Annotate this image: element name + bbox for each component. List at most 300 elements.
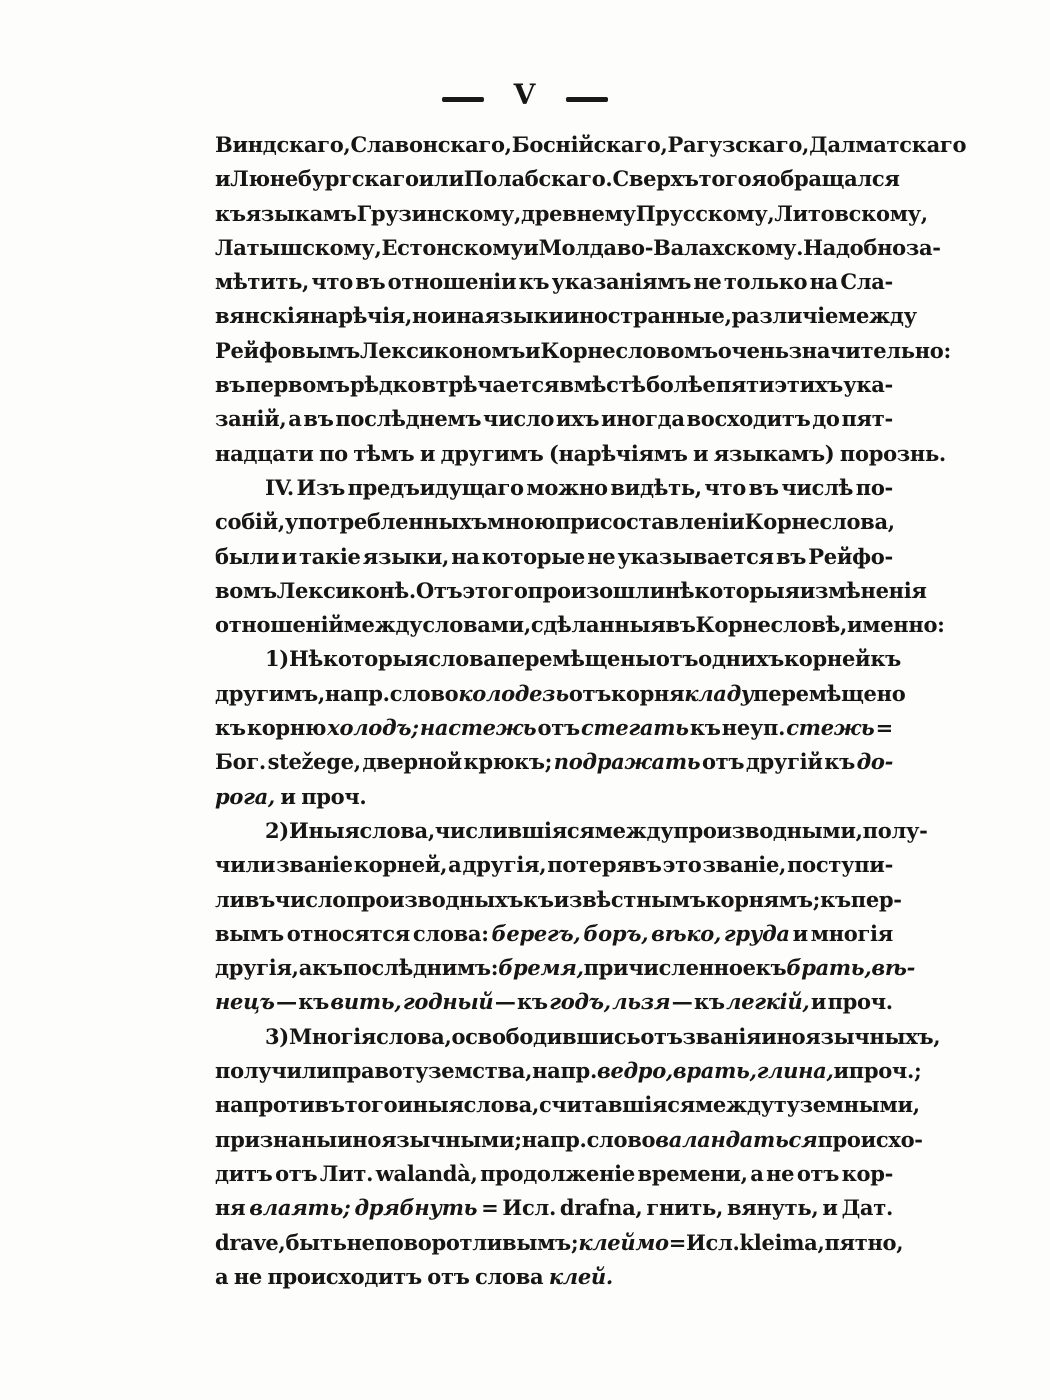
word: къ <box>298 989 329 1015</box>
word: званія <box>682 1023 762 1049</box>
word: — <box>276 989 297 1015</box>
word: или <box>418 166 464 192</box>
word: надцати <box>215 440 314 466</box>
word: пят- <box>841 406 893 432</box>
word: происходитъ <box>267 1263 422 1289</box>
word: кор- <box>841 1160 893 1186</box>
word: вѣко, <box>651 920 722 946</box>
word: вянскія <box>215 303 310 329</box>
word: языки <box>484 303 564 329</box>
text-line <box>215 1157 893 1191</box>
word: клей. <box>548 1263 613 1289</box>
word: слово <box>586 1126 656 1152</box>
word: собій, <box>215 509 285 535</box>
word: Нѣкоторыя <box>288 646 429 672</box>
word: а <box>448 852 462 878</box>
word: между <box>694 1092 774 1118</box>
word: колодезь <box>458 680 569 706</box>
word: Корнесловомъ <box>540 337 718 363</box>
word: нѣкоторыя <box>664 577 800 603</box>
word: именно: <box>847 612 945 638</box>
word: къ <box>870 646 901 672</box>
word: втрѣчается <box>421 372 560 398</box>
text-line <box>215 642 901 676</box>
word: слова: <box>412 920 489 946</box>
word: но <box>412 303 441 329</box>
word: Люнебургскаго <box>230 166 419 192</box>
word: годный <box>402 989 494 1015</box>
word: на <box>809 269 838 295</box>
word: настежь <box>419 715 537 741</box>
word: до <box>812 406 840 432</box>
word: указаніямъ <box>551 269 692 295</box>
word: другія, <box>462 852 547 878</box>
word: тѣмъ <box>353 440 415 466</box>
word: неповоротливымъ; <box>346 1229 579 1255</box>
word: Бог. <box>215 749 266 775</box>
word: IV. <box>265 474 294 500</box>
word: дрябнуть <box>354 1195 478 1221</box>
word: многія <box>810 920 893 946</box>
word: боръ, <box>583 920 649 946</box>
text-line <box>215 814 928 848</box>
word: къ <box>517 989 548 1015</box>
word: слова, <box>376 1023 452 1049</box>
word: = <box>481 1195 499 1221</box>
word: освободившись <box>451 1023 641 1049</box>
word: очень <box>717 337 789 363</box>
text-line <box>215 334 951 368</box>
word: вѣ- <box>871 955 916 981</box>
word: груда <box>723 920 790 946</box>
word: слова, <box>463 1092 539 1118</box>
word: дитъ <box>215 1160 273 1186</box>
word: на <box>451 543 480 569</box>
word: словами, <box>422 612 531 638</box>
word: пер- <box>850 886 902 912</box>
word: причисленное <box>583 955 756 981</box>
word: отъ <box>275 1160 318 1186</box>
word: къ <box>215 715 246 741</box>
word: другимъ <box>440 440 544 466</box>
word: иногда <box>601 406 685 432</box>
word: корнямъ; <box>705 886 821 912</box>
word: 1) <box>265 646 289 672</box>
word: въ <box>355 269 386 295</box>
word: ня <box>215 1195 246 1221</box>
word: не <box>587 543 616 569</box>
word: того <box>344 1092 398 1118</box>
text-line <box>215 540 893 574</box>
word: этихъ <box>774 372 843 398</box>
text-line <box>215 574 927 608</box>
word: первомъ <box>245 372 350 398</box>
word: можно <box>526 474 608 500</box>
page-number <box>0 78 1050 111</box>
word: и <box>525 337 541 363</box>
word: Литовскому, <box>774 200 928 226</box>
word: ука- <box>843 372 893 398</box>
word: въ <box>244 886 275 912</box>
word: туземства, <box>402 1058 533 1084</box>
word: нецъ <box>215 989 275 1015</box>
word: стежь <box>786 715 875 741</box>
word: указывается <box>617 543 774 569</box>
word: не <box>693 269 722 295</box>
text-line <box>215 883 902 917</box>
word: и <box>440 303 457 329</box>
word: слово <box>389 680 459 706</box>
page-number-left-dash <box>442 97 484 102</box>
word: иноязычными; <box>337 1126 522 1152</box>
word: мною <box>487 509 556 535</box>
word: Лексикономъ <box>359 337 526 363</box>
word: отъ <box>427 1263 470 1289</box>
word: въ <box>748 474 779 500</box>
word: напр. <box>521 1126 587 1152</box>
word: предъидущаго <box>347 474 524 500</box>
word: при <box>555 509 600 535</box>
word: получили <box>215 1058 332 1084</box>
word: право <box>331 1058 403 1084</box>
word: измѣненія <box>799 577 927 603</box>
word: и <box>693 440 709 466</box>
word: къ <box>755 955 787 981</box>
word: корня <box>611 680 685 706</box>
word: въ <box>665 612 696 638</box>
word: которые <box>481 543 585 569</box>
text-line <box>215 299 917 333</box>
word: льзя <box>612 989 671 1015</box>
word: по- <box>855 474 893 500</box>
word: иныя <box>397 1092 464 1118</box>
word: корней, <box>353 852 448 878</box>
word: и <box>215 166 231 192</box>
word: врать, <box>672 1058 757 1084</box>
word: и <box>822 1195 838 1221</box>
word: къ <box>689 715 721 741</box>
word: того <box>698 166 752 192</box>
word: kleima, <box>739 1229 825 1255</box>
word: напр. <box>324 680 390 706</box>
word: число <box>274 886 346 912</box>
text-line <box>215 1191 893 1225</box>
word: вомъ <box>215 577 277 603</box>
word: званіе, <box>702 852 787 878</box>
word: отъ <box>701 749 745 775</box>
word: а <box>215 1263 229 1289</box>
text-line <box>215 471 893 505</box>
page-number-right-dash <box>566 97 608 102</box>
word: различіе <box>731 303 839 329</box>
text-line <box>215 951 916 985</box>
text-line <box>215 128 967 162</box>
word: значительно: <box>788 337 951 363</box>
word: неуп. <box>721 715 786 741</box>
word: перемѣщено <box>753 680 906 706</box>
word: къ <box>820 886 851 912</box>
word: порознь. <box>839 440 946 466</box>
word: полу- <box>862 817 928 843</box>
word: продолженіе <box>480 1160 635 1186</box>
word: корню <box>246 715 327 741</box>
word: чили <box>215 852 276 878</box>
word: послѣднимъ: <box>342 955 499 981</box>
word: 3) <box>265 1023 289 1049</box>
word: перемѣщены <box>496 646 656 672</box>
word: не <box>233 1263 262 1289</box>
word: число <box>483 406 555 432</box>
text-line <box>215 1260 893 1294</box>
word: Иныя <box>288 817 360 843</box>
word: числившіяся <box>434 817 595 843</box>
text-line <box>215 197 928 231</box>
word: вымъ <box>215 920 284 946</box>
word: потерявъ <box>547 852 662 878</box>
word: Естонскому <box>381 234 524 260</box>
word: къ <box>215 200 246 226</box>
text-line <box>215 1123 923 1157</box>
word: и <box>280 783 296 809</box>
word: валандаться <box>655 1126 818 1152</box>
text-line <box>215 1226 904 1260</box>
word: до- <box>856 749 893 775</box>
text-line <box>215 437 946 471</box>
word: языкамъ) <box>713 440 835 466</box>
word: Боснійскаго, <box>511 132 668 157</box>
word: ведро, <box>596 1058 673 1084</box>
word: между <box>838 303 917 329</box>
word: иностранные, <box>563 303 732 329</box>
word: поступи- <box>787 852 893 878</box>
word: считавшіяся <box>538 1092 695 1118</box>
word: вянуть, <box>726 1195 819 1221</box>
word: отъ <box>796 1160 840 1186</box>
word: а <box>750 1160 764 1186</box>
word: къ <box>693 989 725 1015</box>
word: Молдаво-Валахскому. <box>538 234 804 260</box>
word: Славонскаго, <box>350 132 512 157</box>
word: и <box>810 989 827 1015</box>
word: отъ <box>537 715 580 741</box>
word: слова <box>428 646 497 672</box>
word: заній, <box>215 406 287 432</box>
word: на <box>456 303 485 329</box>
word: Рейфовымъ <box>215 337 360 363</box>
text-line <box>215 231 941 265</box>
word: и <box>419 440 436 466</box>
word: Далматскаго <box>809 132 967 157</box>
word: 2) <box>265 817 289 843</box>
word: между <box>343 612 423 638</box>
word: употребленныхъ <box>284 509 488 535</box>
word: Сла- <box>840 269 893 295</box>
word: между <box>594 817 674 843</box>
word: бремя, <box>498 955 584 981</box>
word: производными, <box>673 817 863 843</box>
word: брать, <box>786 955 872 981</box>
word: легкій, <box>726 989 810 1015</box>
word: Многія <box>288 1023 377 1049</box>
text-line <box>215 402 893 436</box>
text-line <box>215 917 893 951</box>
word: ли <box>215 886 245 912</box>
word: Корнесловѣ, <box>695 612 848 638</box>
word: корней <box>783 646 871 672</box>
word: Виндскаго, <box>215 132 351 157</box>
word: времени, <box>637 1160 748 1186</box>
text-line <box>215 745 893 779</box>
word: stežege, <box>267 749 361 775</box>
word: что <box>311 269 353 295</box>
word: (нарѣчіямъ <box>548 440 688 466</box>
word: кладу <box>684 680 754 706</box>
text-line <box>215 677 906 711</box>
word: а <box>298 955 313 981</box>
text-line <box>215 1054 922 1088</box>
text-line <box>215 711 893 745</box>
text-line <box>215 848 893 882</box>
word: иноязычныхъ, <box>761 1023 941 1049</box>
word: Рагузскаго, <box>667 132 810 157</box>
word: — <box>494 989 516 1015</box>
word: за- <box>905 234 941 260</box>
word: стегать <box>580 715 689 741</box>
word: были <box>215 543 280 569</box>
page-number-label: V <box>513 78 537 111</box>
word: = <box>875 715 893 741</box>
word: ихъ <box>555 406 600 432</box>
word: холодъ; <box>327 715 419 741</box>
word: и <box>523 234 539 260</box>
word: вмѣстѣ <box>559 372 646 398</box>
word: Грузинскому, <box>356 200 522 226</box>
word: видѣть, <box>610 474 702 500</box>
word: Сверхъ <box>612 166 699 192</box>
word: древнему <box>521 200 636 226</box>
word: отъ <box>655 646 699 672</box>
word: къ <box>518 269 550 295</box>
text-line <box>215 608 945 642</box>
word: вить, <box>330 989 402 1015</box>
word: проч. <box>301 783 367 809</box>
word: производныхъ <box>345 886 524 912</box>
word: walandà, <box>375 1160 478 1186</box>
word: — <box>671 989 693 1015</box>
text-line <box>215 265 893 299</box>
word: въ <box>303 406 334 432</box>
word: другій <box>745 749 823 775</box>
word: рога, <box>215 783 275 809</box>
word: происхо- <box>817 1126 923 1152</box>
word: Лит. <box>319 1160 374 1186</box>
word: послѣднемъ <box>335 406 482 432</box>
word: рѣдко <box>349 372 422 398</box>
word: этого <box>462 577 528 603</box>
word: сдѣланныя <box>530 612 666 638</box>
word: годъ, <box>549 989 611 1015</box>
word: = <box>668 1229 686 1255</box>
word: извѣстнымъ <box>553 886 706 912</box>
word: Полабскаго. <box>463 166 613 192</box>
word: Латышскому, <box>215 234 382 260</box>
word: языкамъ <box>245 200 357 226</box>
word: болѣе <box>646 372 716 398</box>
word: клеймо <box>578 1229 669 1255</box>
word: быть <box>285 1229 347 1255</box>
word: Лексиконѣ. <box>276 577 416 603</box>
word: отношеніи <box>387 269 517 295</box>
word: нарѣчія, <box>309 303 413 329</box>
word: званіе <box>276 852 353 878</box>
word: я <box>751 166 767 192</box>
word: такіе <box>298 543 361 569</box>
word: туземными, <box>773 1092 920 1118</box>
word: слова, <box>359 817 435 843</box>
word: восходитъ <box>686 406 811 432</box>
text-line <box>215 162 900 196</box>
word: относятся <box>286 920 410 946</box>
text-block <box>215 128 967 1294</box>
word: пятно, <box>824 1229 904 1255</box>
word: дверной <box>362 749 462 775</box>
word: гнить, <box>646 1195 723 1221</box>
word: другимъ, <box>215 680 325 706</box>
word: только <box>723 269 808 295</box>
word: къ <box>523 886 554 912</box>
text-line <box>215 985 893 1019</box>
word: напр. <box>532 1058 597 1084</box>
word: и <box>281 543 297 569</box>
word: проч. <box>827 989 893 1015</box>
word: другія, <box>215 955 299 981</box>
word: что <box>704 474 746 500</box>
word: отношеній <box>215 612 344 638</box>
text-line <box>215 780 893 814</box>
word: отъ <box>568 680 612 706</box>
word: обращался <box>766 166 900 192</box>
word: по <box>319 440 348 466</box>
word: проч.; <box>848 1058 922 1084</box>
word: мѣтить, <box>215 269 310 295</box>
word: числѣ <box>781 474 854 500</box>
word: подражать <box>553 749 701 775</box>
word: пяти <box>715 372 775 398</box>
word: языки, <box>362 543 449 569</box>
word: не <box>766 1160 795 1186</box>
word: drafna, <box>559 1195 643 1221</box>
word: Дат. <box>841 1195 893 1221</box>
word: drave, <box>215 1229 286 1255</box>
word: произошли <box>527 577 665 603</box>
word: а <box>288 406 302 432</box>
word: въ <box>775 543 807 569</box>
word: и <box>792 920 808 946</box>
word: однихъ <box>698 646 784 672</box>
word: Надобно <box>803 234 906 260</box>
text-line <box>215 1020 941 1054</box>
word: отъ <box>640 1023 683 1049</box>
word: Изъ <box>296 474 345 500</box>
word: берегъ, <box>491 920 581 946</box>
word: въ <box>215 372 246 398</box>
word: къ <box>312 955 343 981</box>
word: Исл. <box>502 1195 556 1221</box>
word: къ <box>824 749 855 775</box>
word: Исл. <box>686 1229 740 1255</box>
text-line <box>215 368 893 402</box>
word: и <box>833 1058 849 1084</box>
